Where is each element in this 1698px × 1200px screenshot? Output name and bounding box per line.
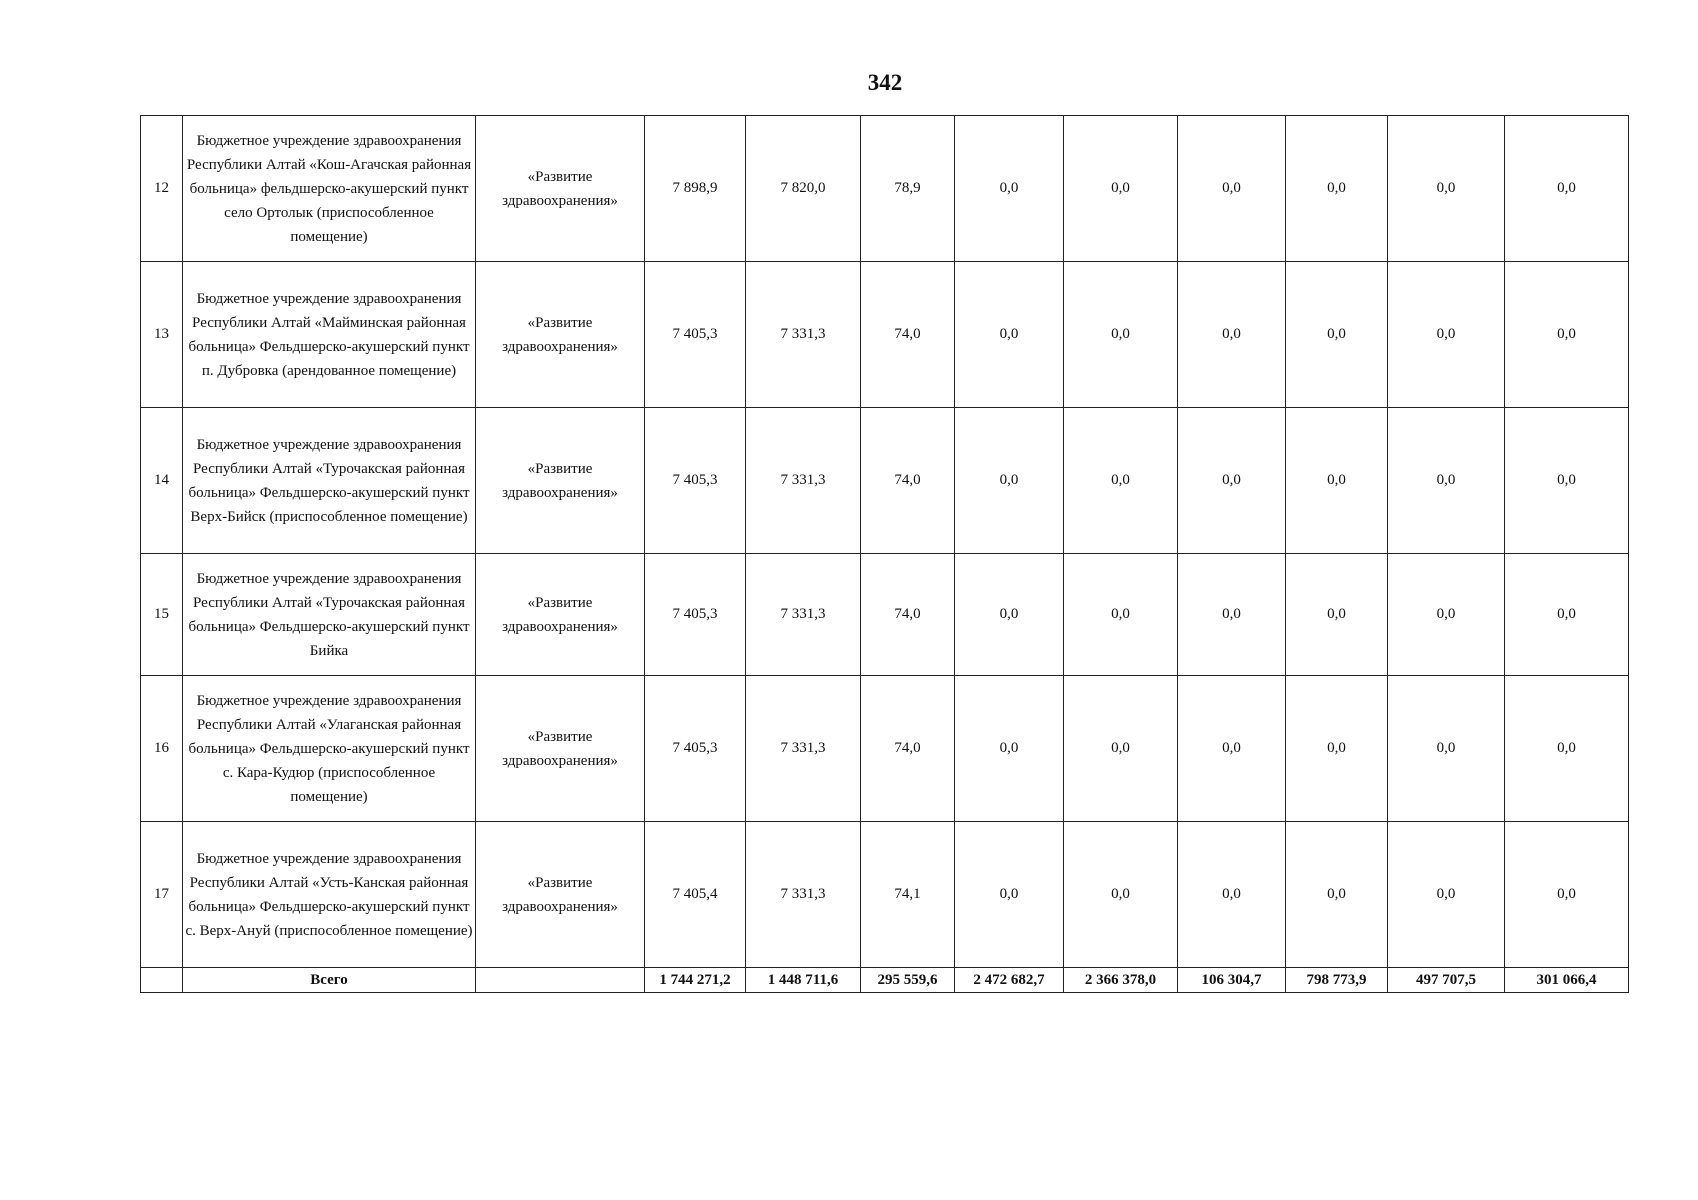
budget-table <box>140 115 1629 993</box>
total-value-cell: 1 744 271,2 <box>645 968 746 993</box>
total-label: Всего <box>183 968 476 993</box>
page-number: 342 <box>867 70 903 95</box>
value-cell: 0,0 <box>1178 554 1286 676</box>
table-row <box>141 676 1629 822</box>
value-cell: 0,0 <box>1286 408 1388 554</box>
total-index-cell <box>141 968 183 993</box>
value-cell: 0,0 <box>1286 676 1388 822</box>
value-cell: 0,0 <box>955 676 1064 822</box>
row-index: 13 <box>141 262 183 408</box>
total-value-cell: 2 472 682,7 <box>955 968 1064 993</box>
value-cell: 0,0 <box>955 116 1064 262</box>
table-row <box>141 822 1629 968</box>
value-cell: 0,0 <box>1505 676 1629 822</box>
row-index: 12 <box>141 116 183 262</box>
value-cell: 0,0 <box>1286 554 1388 676</box>
value-cell: 0,0 <box>1064 554 1178 676</box>
program-name: «Развитие здравоохранения» <box>476 116 645 262</box>
value-cell: 78,9 <box>861 116 955 262</box>
value-cell: 7 405,3 <box>645 676 746 822</box>
institution-name: Бюджетное учреждение здравоохранения Республики Алтай «Улаганская районная больница» Фельдшерско-акушерский пункт с. Кара-Кудюр (приспособленное помещение) <box>183 676 476 822</box>
value-cell: 0,0 <box>1388 116 1505 262</box>
value-cell: 0,0 <box>1388 262 1505 408</box>
table-row <box>141 116 1629 262</box>
value-cell: 0,0 <box>1505 116 1629 262</box>
value-cell: 0,0 <box>1505 822 1629 968</box>
value-cell: 74,0 <box>861 554 955 676</box>
program-name: «Развитие здравоохранения» <box>476 554 645 676</box>
value-cell: 7 405,3 <box>645 554 746 676</box>
total-value-cell: 106 304,7 <box>1178 968 1286 993</box>
value-cell: 7 331,3 <box>746 262 861 408</box>
value-cell: 0,0 <box>1388 822 1505 968</box>
total-value-cell: 2 366 378,0 <box>1064 968 1178 993</box>
total-row <box>141 968 1629 993</box>
total-program-cell <box>476 968 645 993</box>
value-cell: 0,0 <box>1286 262 1388 408</box>
value-cell: 0,0 <box>1388 408 1505 554</box>
value-cell: 7 820,0 <box>746 116 861 262</box>
value-cell: 7 331,3 <box>746 554 861 676</box>
table-row <box>141 554 1629 676</box>
value-cell: 0,0 <box>955 262 1064 408</box>
value-cell: 7 405,3 <box>645 408 746 554</box>
value-cell: 0,0 <box>1178 408 1286 554</box>
value-cell: 0,0 <box>1388 676 1505 822</box>
program-name: «Развитие здравоохранения» <box>476 262 645 408</box>
total-value-cell: 798 773,9 <box>1286 968 1388 993</box>
institution-name: Бюджетное учреждение здравоохранения Республики Алтай «Кош-Агачская районная больница» фельдшерско-акушерский пункт село Ортолык (приспособленное помещение) <box>183 116 476 262</box>
value-cell: 0,0 <box>1178 676 1286 822</box>
value-cell: 0,0 <box>1505 262 1629 408</box>
program-name: «Развитие здравоохранения» <box>476 408 645 554</box>
value-cell: 0,0 <box>1388 554 1505 676</box>
value-cell: 0,0 <box>955 408 1064 554</box>
value-cell: 74,0 <box>861 262 955 408</box>
total-value-cell: 1 448 711,6 <box>746 968 861 993</box>
value-cell: 7 331,3 <box>746 408 861 554</box>
value-cell: 0,0 <box>955 822 1064 968</box>
value-cell: 0,0 <box>1064 822 1178 968</box>
value-cell: 74,0 <box>861 676 955 822</box>
row-index: 17 <box>141 822 183 968</box>
value-cell: 0,0 <box>1064 116 1178 262</box>
value-cell: 74,0 <box>861 408 955 554</box>
total-value-cell: 497 707,5 <box>1388 968 1505 993</box>
value-cell: 7 331,3 <box>746 676 861 822</box>
value-cell: 0,0 <box>1286 116 1388 262</box>
value-cell: 7 898,9 <box>645 116 746 262</box>
value-cell: 0,0 <box>1505 554 1629 676</box>
row-index: 14 <box>141 408 183 554</box>
table-row <box>141 262 1629 408</box>
row-index: 16 <box>141 676 183 822</box>
value-cell: 0,0 <box>1505 408 1629 554</box>
institution-name: Бюджетное учреждение здравоохранения Республики Алтай «Турочакская районная больница» Фельдшерско-акушерский пункт Бийка <box>183 554 476 676</box>
institution-name: Бюджетное учреждение здравоохранения Республики Алтай «Усть-Канская районная больница» Фельдшерско-акушерский пункт с. Верх-Ануй (приспособленное помещение) <box>183 822 476 968</box>
institution-name: Бюджетное учреждение здравоохранения Республики Алтай «Турочакская районная больница» Фельдшерско-акушерский пункт Верх-Бийск (приспособленное помещение) <box>183 408 476 554</box>
value-cell: 7 405,3 <box>645 262 746 408</box>
program-name: «Развитие здравоохранения» <box>476 822 645 968</box>
value-cell: 74,1 <box>861 822 955 968</box>
table-row <box>141 408 1629 554</box>
value-cell: 0,0 <box>1064 408 1178 554</box>
value-cell: 0,0 <box>1178 822 1286 968</box>
row-index: 15 <box>141 554 183 676</box>
total-value-cell: 301 066,4 <box>1505 968 1629 993</box>
value-cell: 0,0 <box>955 554 1064 676</box>
value-cell: 7 331,3 <box>746 822 861 968</box>
program-name: «Развитие здравоохранения» <box>476 676 645 822</box>
institution-name: Бюджетное учреждение здравоохранения Республики Алтай «Майминская районная больница» Фельдшерско-акушерский пункт п. Дубровка (арендованное помещение) <box>183 262 476 408</box>
value-cell: 0,0 <box>1178 116 1286 262</box>
value-cell: 7 405,4 <box>645 822 746 968</box>
value-cell: 0,0 <box>1286 822 1388 968</box>
value-cell: 0,0 <box>1064 262 1178 408</box>
value-cell: 0,0 <box>1178 262 1286 408</box>
total-value-cell: 295 559,6 <box>861 968 955 993</box>
value-cell: 0,0 <box>1064 676 1178 822</box>
